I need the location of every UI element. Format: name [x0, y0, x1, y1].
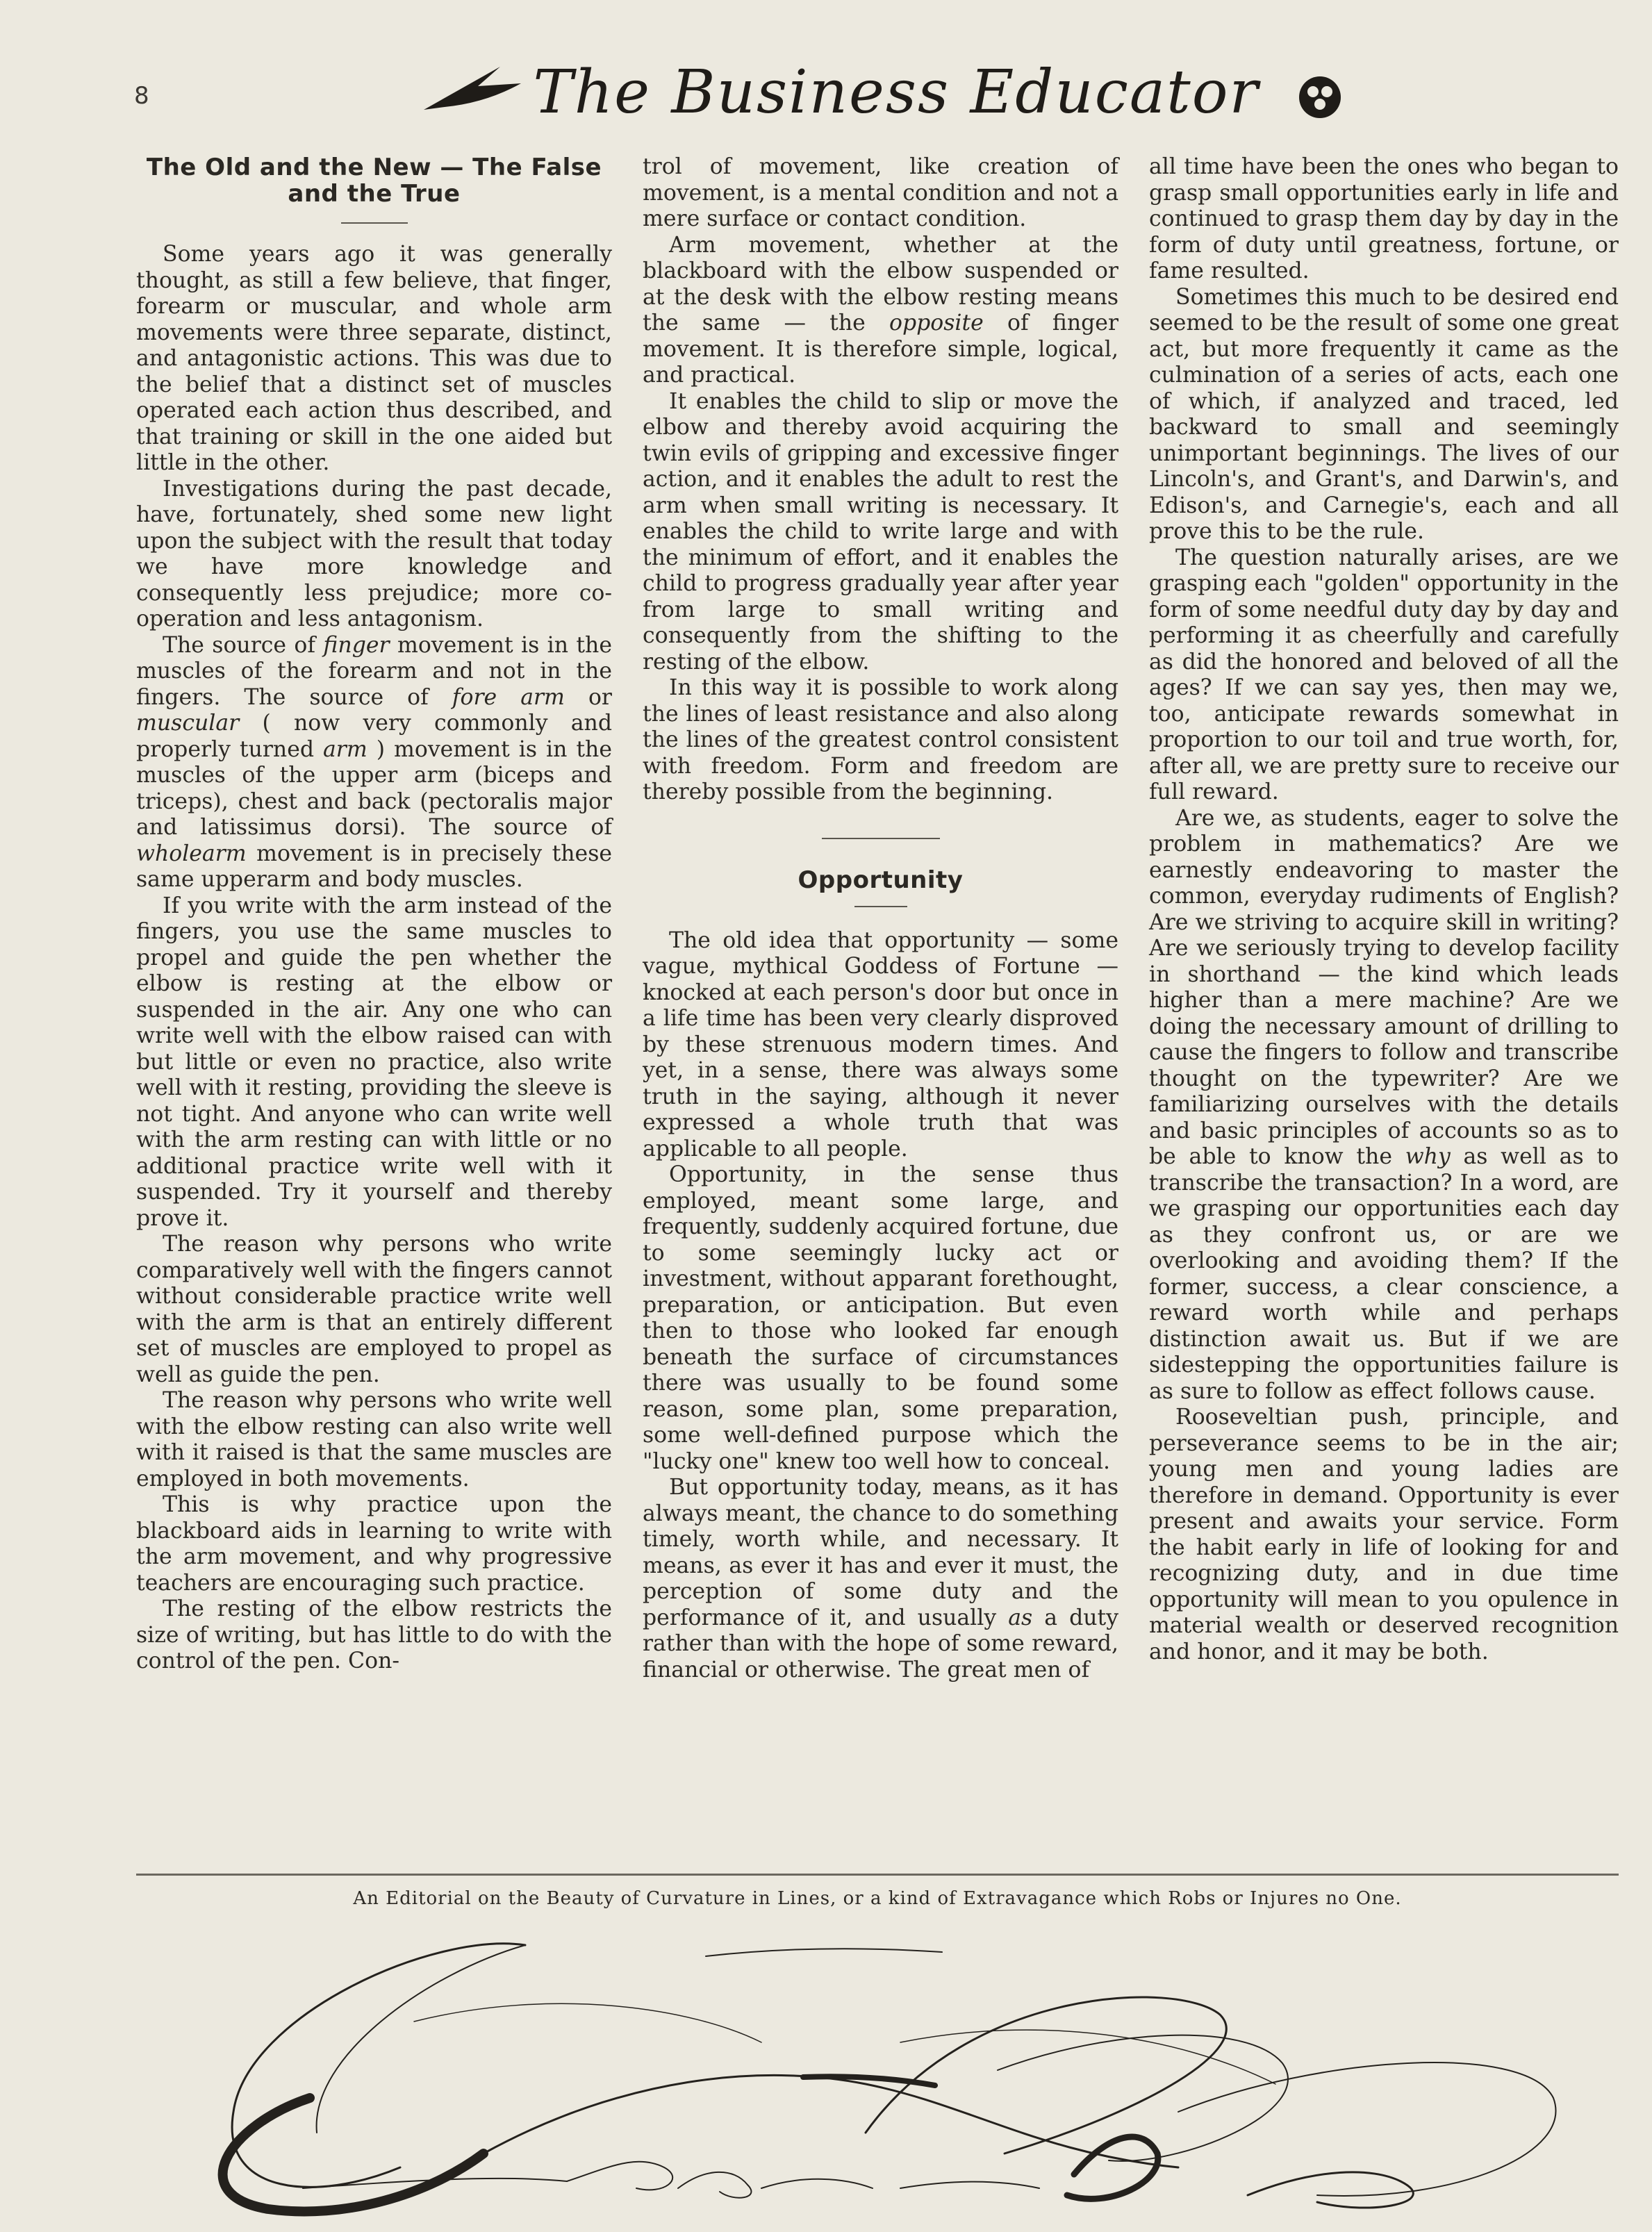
paragraph: Opportunity, in the sense thus employed, meant some large, and frequently, suddenly acquired fortune, due to some seemingly lucky act or investment, without apparant forethought, preparation, or anticipation. But even then to those who looked far enough beneath the surface of circumstances there was usually to be found some reason, some plan, some preparation, some well-defined purpose which the "lucky one" knew too well how to conceal. — [643, 1162, 1118, 1474]
article-title-opportunity: Opportunity — [798, 866, 964, 894]
section-divider — [822, 838, 940, 839]
paragraph: The question naturally arises, are we grasping each "golden" opportunity in the form of some needful duty day by day and performing it as cheerfully and carefully as did the honored and beloved of all the ages? If we can say yes, then may we, too, anticipate rewards somewhat in proportion to our toil and true worth, for, after all, we are pretty sure to receive our full reward. — [1149, 545, 1619, 804]
article-title-line2: and the True — [288, 180, 461, 208]
paragraph: This is why practice upon the blackboard aids in learning to write with the arm movement, and why progressive teachers are encouraging such practice. — [136, 1492, 612, 1596]
paragraph-blackboard: Arm movement, whether at the blackboard with the elbow suspended or at the desk with the elbow resting means the same — the opposite of finger movement. It is therefore simple, logical, and practical. — [643, 232, 1119, 388]
paragraph: It enables the child to slip or move the elbow and thereby avoid acquiring the twin evils of gripping and excessive finger action, and it enables the adult to rest the arm when small writing is necessary. It enables the child to write large and with the minimum of effort, and it enables the child to progress gradually year after year from large to small writing and consequently from the shifting to the resting of the elbow. — [643, 388, 1118, 675]
column-2 — [643, 154, 1118, 1683]
footer-divider — [136, 1874, 1619, 1876]
masthead-title: The Business Educator — [533, 58, 1259, 127]
flourish-text: Elegance in Line — [871, 2229, 884, 2231]
paragraph: The reason why persons who write well with the elbow resting can also write well with it raised is that the same muscles are employed in both movements. — [136, 1388, 612, 1491]
paragraph: The resting of the elbow restricts the size of writing, but has little to do with the control of the pen. Con- — [136, 1596, 612, 1673]
paragraph-source: The source of finger movement is in the muscles of the forearm and not in the fingers. The source of fore arm or muscular ( now very commonly and properly turned arm ) movement is in the muscles of the upper arm (biceps and triceps), chest and back (pectoralis major and latissimus dorsi). The source of wholearm movement is in precisely these same upperarm and body muscles. — [136, 632, 612, 892]
flourish-illustration — [136, 1903, 1619, 2232]
column-3 — [1149, 154, 1619, 1665]
masthead-logo — [417, 54, 1376, 138]
article-title-old-new — [136, 154, 612, 207]
paragraph: If you write with the arm instead of the fingers, you use the same muscles to propel and guide the pen whether the elbow is resting at the elbow or suspended in the air. Any one who can write well with the elbow raised can with but little or even no practice, also write well with it resting, providing the sleeve is not tight. And anyone who can write well with the arm resting can with little or no additional practice write well with it suspended. Try it yourself and thereby prove it. — [136, 893, 612, 1231]
paragraph: Rooseveltian push, principle, and perseverance seems to be in the air; young men and young ladies are therefore in demand. Opportunity is ever present and awaits your service. Form the habit early in life of looking for and recognizing duty, and in due time opportunity will mean to you opulence in material wealth or deserved recognition and honor, and it may be both. — [1149, 1405, 1619, 1664]
article-title-line1: The Old and the New — The False — [146, 154, 602, 181]
title-divider — [341, 222, 408, 224]
title-divider — [854, 906, 907, 907]
paragraph: Sometimes this much to be desired end seemed to be the result of some one great act, but more frequently it came as the culmination of a series of acts, each one of which, if analyzed and traced, led backward to small and seemingly unimportant beginnings. The lives of our Lincoln's, and Grant's, and Darwin's, and Edison's, and Carnegie's, each and all prove this to be the rule. — [1149, 284, 1619, 544]
paragraph: The old idea that opportunity — some vague, mythical Goddess of Fortune — knocked at each person's door but once in a life time has been very clearly disproved by these strenuous modern times. And yet, in a sense, there was always some truth in the saying, although it never expressed a whole truth that was applicable to all people. — [643, 927, 1118, 1162]
paragraph: Investigations during the past decade, have, fortunately, shed some new light upon the subject with the result that today we have more knowledge and consequently less prejudice; more co-operation and less antagonism. — [136, 476, 612, 631]
paragraph-today: But opportunity today, means, as it has always meant, the chance to do something timely, worth while, and necessary. It means, as ever it has and ever it must, the perception of some duty and the performance of it, and usually as a duty rather than with the hope of some reward, financial or otherwise. The great men of — [643, 1475, 1118, 1683]
page-number: 8 — [134, 82, 149, 110]
paragraph-students: Are we, as students, eager to solve the problem in mathematics? Are we earnestly endeavoring to master the common, everyday rudiments of English? Are we striving to acquire skill in writing? Are we seriously trying to develop facility in shorthand — the kind which leads higher than a mere machine? Are we doing the necessary amount of drilling to cause the fingers to follow and transcribe thought on the typewriter? Are we familiarizing ourselves with the details and basic principles of accounts so as to be able to know the why as well as to transcribe the transaction? In a word, are we grasping our opportunities each day as they confront us, or are we overlooking and avoiding them? If the former, success, a clear conscience, a reward worth while and perhaps distinction await us. But if we are sidestepping the opportunities failure is as sure to follow as effect follows cause. — [1149, 805, 1619, 1404]
column-1 — [136, 154, 612, 1675]
paragraph: The reason why persons who write comparatively well with the fingers cannot without considerable practice write well with the arm is that an entirely different set of muscles are employed to propel as well as guide the pen. — [136, 1232, 612, 1387]
paragraph: Some years ago it was generally thought, as still a few believe, that finger, forearm or muscular, and whole arm movements were three separate, distinct, and antagonistic actions. This was due to the belief that a distinct set of muscles operated each action thus described, and that training or skill in the one aided but little in the other. — [136, 242, 612, 475]
paragraph-continued: trol of movement, like creation of movement, is a mental condition and not a mere surface or contact condition. — [643, 154, 1118, 231]
paragraph-continued: all time have been the ones who began to grasp small opportunities early in life and continued to grasp them day by day in the form of duty until greatness, fortune, or fame resulted. — [1149, 154, 1619, 283]
footer-caption: An Editorial on the Beauty of Curvature in Lines, or a kind of Extravagance which Robs or Injures no One. — [353, 1888, 1402, 1909]
paragraph: In this way it is possible to work along the lines of least resistance and also along the lines of the greatest control consistent with freedom. Form and freedom are thereby possible from the beginning. — [643, 675, 1118, 804]
quill-icon — [424, 67, 521, 110]
emblem-icon — [1299, 76, 1341, 118]
